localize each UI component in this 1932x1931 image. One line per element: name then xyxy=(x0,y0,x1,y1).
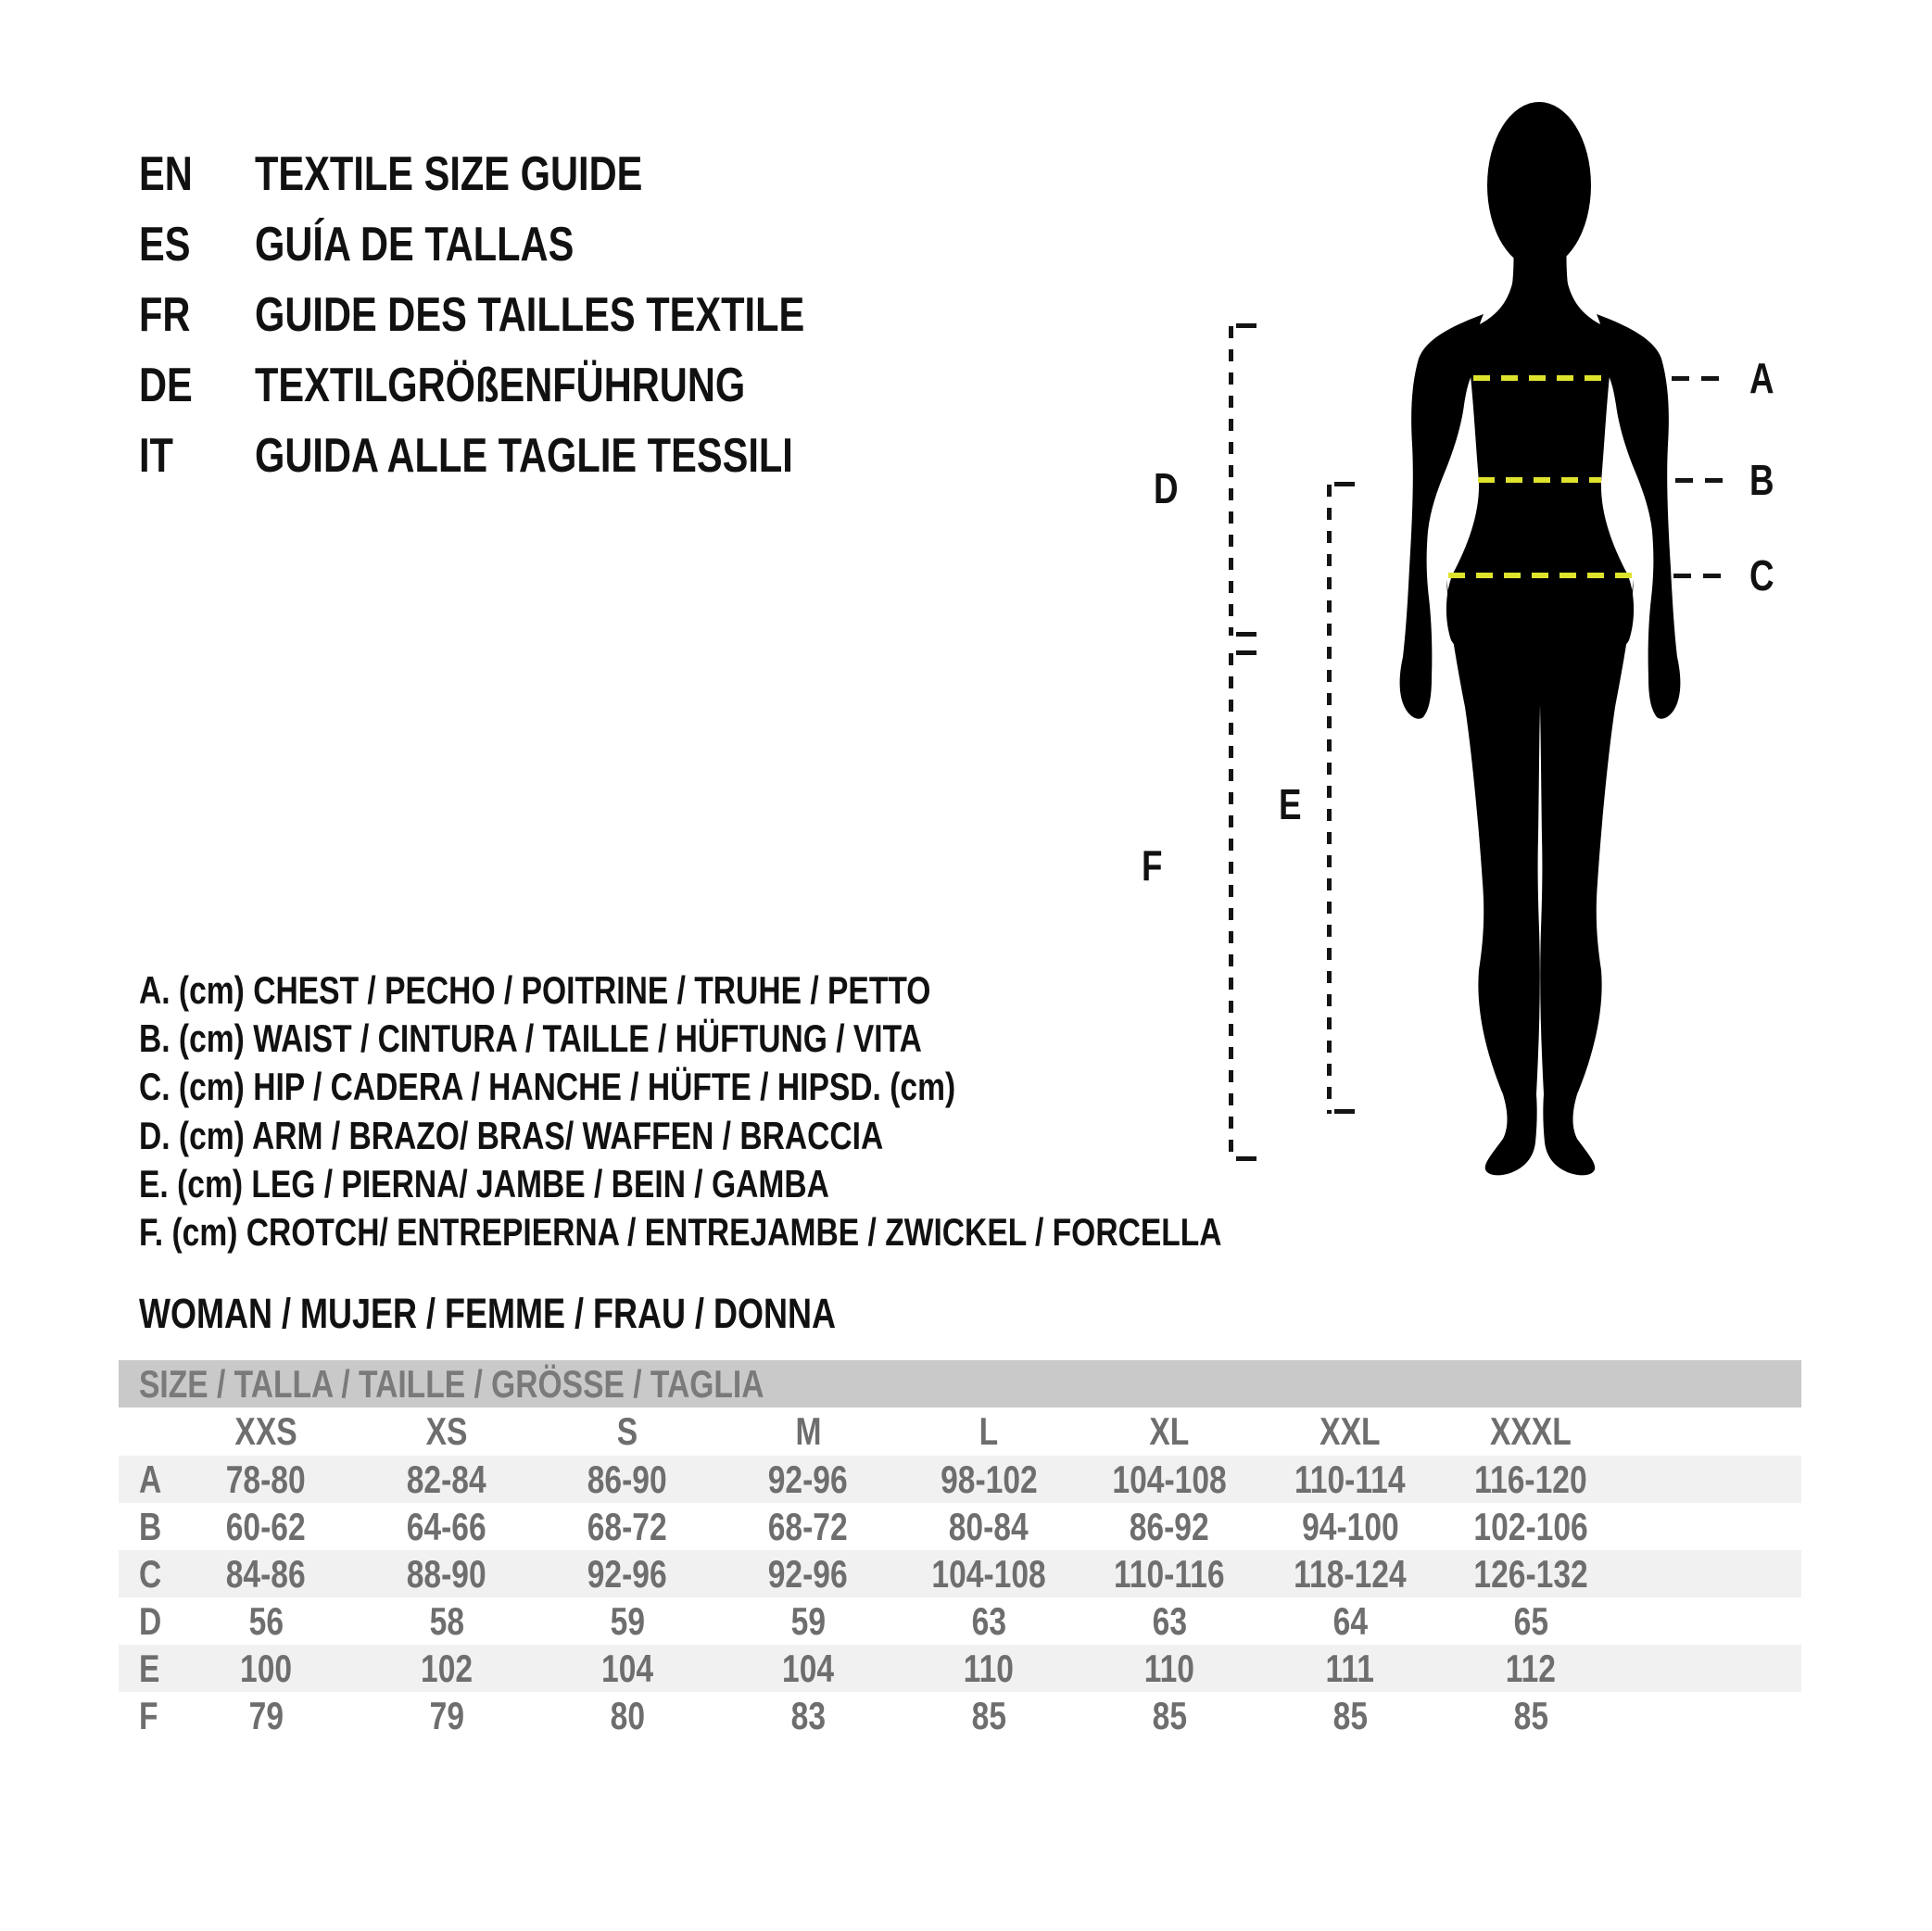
cell-d-xxs: 56 xyxy=(248,1599,284,1643)
col-header-xs: XS xyxy=(425,1409,468,1453)
col-header-xxl: XXL xyxy=(1320,1409,1381,1453)
cell-b-xl: 86-92 xyxy=(1130,1505,1209,1548)
cell-e-l: 110 xyxy=(963,1647,1015,1690)
size-table-title: SIZE / TALLA / TAILLE / GRÖSSE / TAGLIA xyxy=(139,1362,764,1406)
waist-label: B xyxy=(1749,456,1774,504)
legend-line-leg: E. (cm) LEG / PIERNA/ JAMBE / BEIN / GAMBA xyxy=(139,1162,829,1205)
cell-b-m: 68-72 xyxy=(768,1505,848,1548)
cell-a-xl: 104-108 xyxy=(1112,1458,1227,1501)
row-label-f: F xyxy=(139,1694,158,1737)
arm-line-bottom-tick xyxy=(1236,632,1256,637)
cell-e-xxs: 100 xyxy=(239,1647,293,1690)
cell-e-xxxl: 112 xyxy=(1505,1647,1557,1690)
cell-b-xs: 64-66 xyxy=(407,1505,486,1548)
cell-e-s: 104 xyxy=(600,1647,654,1690)
cell-f-xs: 79 xyxy=(429,1694,464,1737)
crotch-label: F xyxy=(1142,841,1163,890)
cell-f-xxl: 85 xyxy=(1332,1694,1368,1737)
lang-code-es: ES xyxy=(139,218,191,271)
cell-f-xl: 85 xyxy=(1152,1694,1187,1737)
lang-code-de: DE xyxy=(139,359,193,412)
cell-d-l: 63 xyxy=(971,1599,1006,1643)
cell-d-s: 59 xyxy=(610,1599,645,1643)
col-header-l: L xyxy=(979,1409,999,1453)
arm-line-top-tick xyxy=(1236,323,1256,328)
cell-a-xxxl: 116-120 xyxy=(1474,1458,1587,1501)
legend-line-hip: C. (cm) HIP / CADERA / HANCHE / HÜFTE / HIPSD. (cm) xyxy=(139,1065,956,1108)
cell-b-l: 80-84 xyxy=(949,1505,1029,1548)
cell-c-xxxl: 126-132 xyxy=(1473,1552,1588,1596)
legend-line-waist: B. (cm) WAIST / CINTURA / TAILLE / HÜFTUNG / VITA xyxy=(139,1016,922,1060)
legend-line-chest: A. (cm) CHEST / PECHO / POITRINE / TRUHE / PETTO xyxy=(139,968,931,1012)
cell-c-xxl: 118-124 xyxy=(1294,1552,1407,1596)
leg-line-bottom-tick xyxy=(1334,1109,1355,1114)
cell-f-xxs: 79 xyxy=(248,1694,284,1737)
leg-measure-line xyxy=(1327,485,1332,1114)
cell-d-xxl: 64 xyxy=(1332,1599,1368,1643)
row-label-c: C xyxy=(139,1552,162,1596)
cell-f-xxxl: 85 xyxy=(1513,1694,1548,1737)
row-label-e: E xyxy=(139,1647,160,1690)
cell-e-xl: 110 xyxy=(1143,1647,1195,1690)
crotch-line-bottom-tick xyxy=(1236,1156,1256,1161)
cell-d-xxxl: 65 xyxy=(1513,1599,1548,1643)
legend-line-arm: D. (cm) ARM / BRAZO/ BRAS/ WAFFEN / BRACCIA xyxy=(139,1114,884,1157)
cell-d-xl: 63 xyxy=(1152,1599,1187,1643)
cell-a-xxl: 110-114 xyxy=(1294,1458,1406,1501)
row-label-d: D xyxy=(139,1599,162,1643)
cell-a-m: 92-96 xyxy=(768,1458,848,1501)
cell-d-m: 59 xyxy=(790,1599,826,1643)
cell-c-xl: 110-116 xyxy=(1114,1552,1225,1596)
crotch-measure-line xyxy=(1229,653,1233,1160)
cell-a-s: 86-90 xyxy=(587,1458,667,1501)
cell-f-s: 80 xyxy=(610,1694,645,1737)
guide-title-fr: GUIDE DES TAILLES TEXTILE xyxy=(255,288,805,342)
cell-f-m: 83 xyxy=(790,1694,826,1737)
cell-b-xxl: 94-100 xyxy=(1301,1505,1399,1548)
leg-line-top-tick xyxy=(1334,482,1355,486)
col-header-xl: XL xyxy=(1149,1409,1190,1453)
col-header-xxs: XXS xyxy=(234,1409,297,1453)
lang-code-en: EN xyxy=(139,147,193,201)
row-label-a: A xyxy=(139,1458,162,1501)
crotch-line-top-tick xyxy=(1236,650,1256,655)
col-header-m: M xyxy=(795,1409,821,1453)
cell-a-l: 98-102 xyxy=(940,1458,1038,1501)
cell-b-s: 68-72 xyxy=(587,1505,667,1548)
guide-title-de: TEXTILGRÖßENFÜHRUNG xyxy=(255,359,746,412)
cell-a-xs: 82-84 xyxy=(407,1458,486,1501)
cell-e-m: 104 xyxy=(781,1647,835,1690)
cell-a-xxs: 78-80 xyxy=(226,1458,306,1501)
chest-leader-line xyxy=(1672,376,1725,381)
row-label-b: B xyxy=(139,1505,162,1548)
chest-label: A xyxy=(1749,354,1774,402)
leg-label: E xyxy=(1279,780,1302,828)
cell-c-m: 92-96 xyxy=(768,1552,848,1596)
cell-f-l: 85 xyxy=(971,1694,1006,1737)
cell-c-l: 104-108 xyxy=(931,1552,1046,1596)
waist-measure-line xyxy=(1478,477,1601,483)
lang-code-fr: FR xyxy=(139,288,191,342)
guide-title-es: GUÍA DE TALLAS xyxy=(255,218,575,271)
chest-measure-line xyxy=(1473,375,1610,381)
gender-heading: WOMAN / MUJER / FEMME / FRAU / DONNA xyxy=(139,1290,836,1337)
cell-d-xs: 58 xyxy=(429,1599,464,1643)
arm-measure-line xyxy=(1229,326,1233,636)
cell-b-xxs: 60-62 xyxy=(226,1505,306,1548)
lang-code-it: IT xyxy=(139,429,173,483)
hip-measure-line xyxy=(1448,573,1634,578)
hip-label: C xyxy=(1749,551,1774,599)
cell-c-xs: 88-90 xyxy=(407,1552,486,1596)
col-header-s: S xyxy=(616,1409,638,1453)
woman-silhouette xyxy=(1387,97,1693,1181)
arm-label: D xyxy=(1154,464,1179,512)
waist-leader-line xyxy=(1675,478,1725,483)
hip-leader-line xyxy=(1673,574,1725,578)
guide-title-it: GUIDA ALLE TAGLIE TESSILI xyxy=(255,429,793,483)
legend-line-crotch: F. (cm) CROTCH/ ENTREPIERNA / ENTREJAMBE / ZWICKEL / FORCELLA xyxy=(139,1210,1222,1254)
cell-e-xs: 102 xyxy=(420,1647,474,1690)
cell-e-xxl: 111 xyxy=(1325,1647,1375,1690)
cell-c-xxs: 84-86 xyxy=(226,1552,306,1596)
guide-title-en: TEXTILE SIZE GUIDE xyxy=(255,147,643,201)
cell-c-s: 92-96 xyxy=(587,1552,667,1596)
col-header-xxxl: XXXL xyxy=(1490,1409,1572,1453)
cell-b-xxxl: 102-106 xyxy=(1473,1505,1588,1548)
